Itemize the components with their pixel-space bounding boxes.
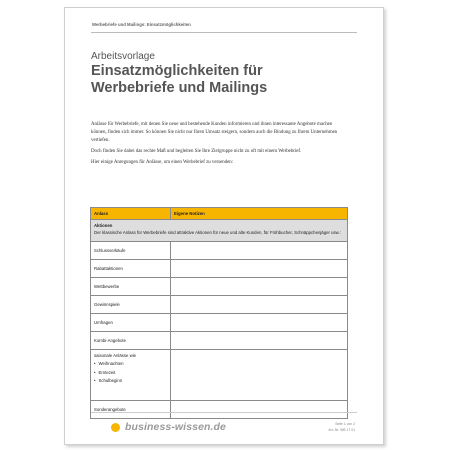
intro-text — [91, 121, 341, 170]
notes-cell[interactable] — [171, 331, 348, 349]
logo-text: business-wissen.de — [125, 421, 227, 433]
running-header: Werbebriefe und Mailings: Einsatzmöglichkeiten — [92, 22, 191, 27]
occasion-cell: Umfragen — [91, 313, 171, 331]
column-header-occasion: Anlass — [91, 208, 171, 220]
notes-cell[interactable] — [171, 313, 348, 331]
table-row — [91, 277, 348, 295]
notes-cell[interactable] — [171, 349, 348, 400]
occasion-cell: Kombi-Angebote — [91, 331, 171, 349]
table-row — [91, 241, 348, 259]
document-kicker: Arbeitsvorlage — [91, 51, 155, 62]
article-number: Art.-Nr. WB 17 01 — [328, 428, 355, 432]
page-title — [91, 63, 361, 96]
section-title: Aktionen — [94, 223, 113, 228]
table-row-seasonal — [91, 349, 348, 400]
notes-cell[interactable] — [171, 241, 348, 259]
notes-cell[interactable] — [171, 277, 348, 295]
footer-meta — [328, 421, 355, 433]
list-item: • Erntezeit — [94, 370, 167, 375]
header-divider — [91, 32, 357, 33]
occasion-cell: Schlussverkäufe — [91, 241, 171, 259]
title-line-1: Einsatzmöglichkeiten für — [91, 63, 263, 79]
seasonal-list — [94, 361, 167, 383]
section-cell — [91, 220, 348, 242]
table-row — [91, 313, 348, 331]
table-header-row — [91, 208, 348, 220]
list-item: • Weihnachten — [94, 361, 167, 366]
notes-cell[interactable] — [171, 400, 348, 418]
page-info: Seite 1 von 2 — [335, 422, 355, 426]
notes-cell[interactable] — [171, 295, 348, 313]
notes-cell[interactable] — [171, 259, 348, 277]
list-item: • Schulbeginn — [94, 378, 167, 383]
intro-paragraph-2: Doch finden Sie dabei das rechte Maß und begleiten Sie Ihre Zielgruppe nicht zu oft mit einem Werbebrief. — [91, 149, 302, 154]
occasion-cell: Rabattaktionen — [91, 259, 171, 277]
table-row — [91, 400, 348, 418]
intro-paragraph-3: Hier einige Anregungen für Anlässe, um einen Werbebrief zu versenden: — [91, 160, 234, 165]
seasonal-label: saisonale Anlässe wie — [94, 352, 137, 358]
footer-divider — [91, 412, 357, 413]
section-description: Der klassische Anlass für Werbebriefe sind attraktive Aktionen für neue und alte Kunden, für Frühbucher, Schnäppchenjäger usw.: — [94, 230, 341, 235]
document-page — [64, 7, 384, 445]
section-row — [91, 220, 348, 242]
brand-logo — [111, 421, 226, 433]
column-header-notes: Eigene Notizen — [171, 208, 348, 220]
occasion-cell: Sonderangebote — [91, 400, 171, 418]
table-row — [91, 259, 348, 277]
logo-dot-icon — [111, 423, 120, 432]
occasion-cell-seasonal — [91, 349, 171, 400]
table-row — [91, 295, 348, 313]
occasion-cell: Wettbewerbe — [91, 277, 171, 295]
occasions-table — [90, 207, 348, 419]
occasion-cell: Gewinnspiele — [91, 295, 171, 313]
intro-paragraph-1: Anlässe für Werbebriefe, mit denen Sie neue und bestehende Kunden informieren und ihnen interessante Angebote machen können, finden sich immer. So können Sie nicht nur Ihren Umsatz steigern, sondern auch die Bindung zu Ihrem Unternehmen vertiefen. — [91, 122, 338, 143]
title-line-2: Werbebriefe und Mailings — [91, 79, 268, 96]
table-row — [91, 331, 348, 349]
